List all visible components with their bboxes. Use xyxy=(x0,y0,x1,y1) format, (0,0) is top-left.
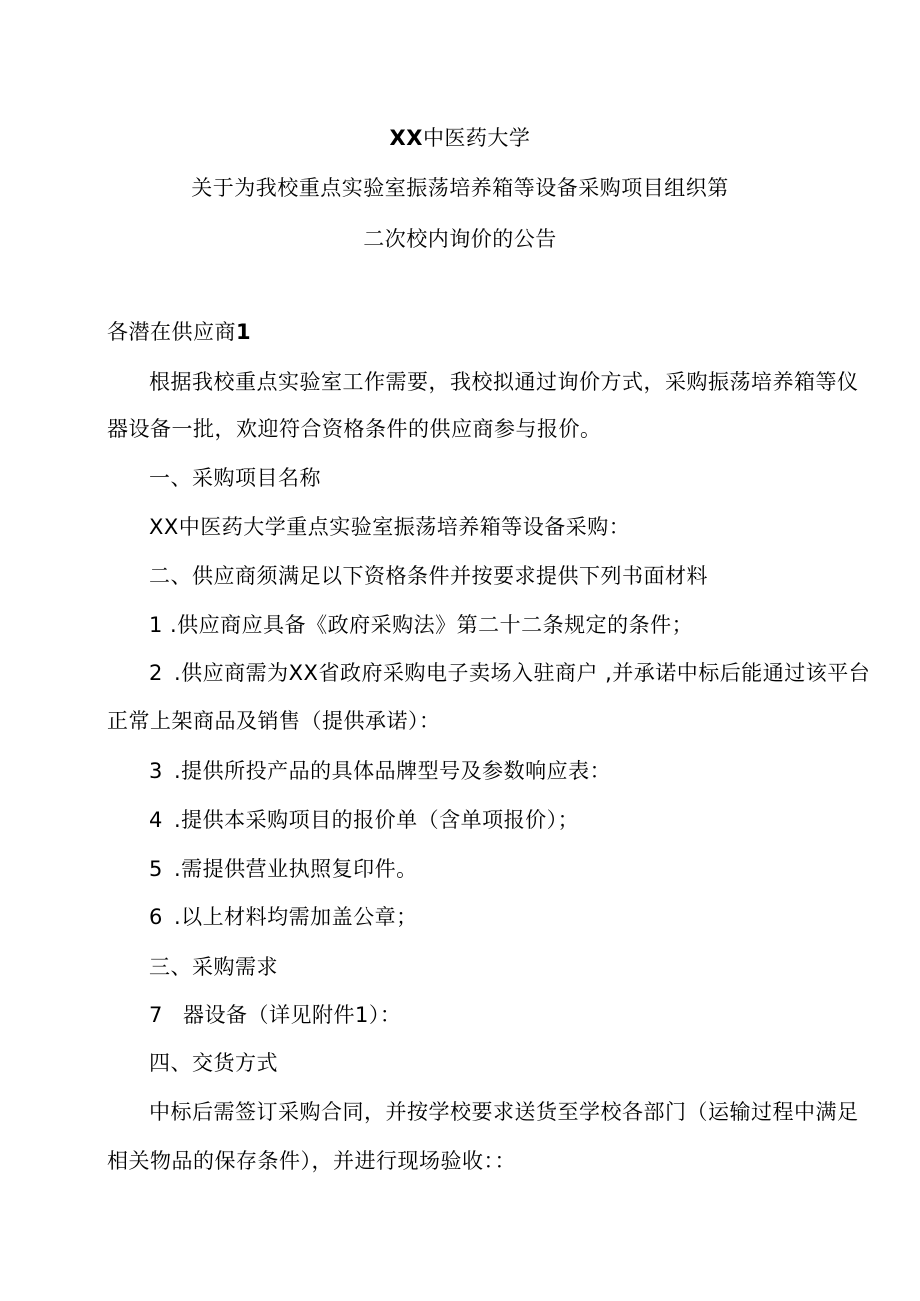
item-text: .提供本采购项目的报价单（含单项报价）； xyxy=(174,808,580,832)
title-name: 中医药大学 xyxy=(422,126,531,150)
requirement-item-2 xyxy=(149,659,870,687)
item-text: .供应商需为XX省政府采购电子卖场入驻商户 ,并承诺中标后能通过该平台 xyxy=(174,661,871,685)
item-text: .供应商应具备《政府采购法》第二十二条规定的条件； xyxy=(170,613,694,637)
item-text: 器设备（详见附件1）： xyxy=(183,1003,402,1027)
requirement-item-4 xyxy=(149,806,579,834)
item-text: .需提供营业执照复印件。 xyxy=(174,857,418,881)
item-number: 4 xyxy=(149,808,163,832)
section-4-heading: 四、交货方式 xyxy=(149,1051,278,1075)
document-title xyxy=(0,124,920,152)
document-subtitle-line-1: 关于为我校重点实验室振荡培养箱等设备采购项目组织第 xyxy=(191,176,729,200)
section-1-text: XX中医药大学重点实验室振荡培养箱等设备采购： xyxy=(149,515,631,539)
intro-line-2: 器设备一批，欢迎符合资格条件的供应商参与报价。 xyxy=(107,417,602,441)
section-3-heading: 三、采购需求 xyxy=(149,955,278,979)
delivery-line-1: 中标后需签订采购合同，并按学校要求送货至学校各部门（运输过程中满足 xyxy=(149,1100,859,1124)
item-number: 1 xyxy=(149,613,163,637)
delivery-line-2: 相关物品的保存条件），并进行现场验收：： xyxy=(107,1149,516,1173)
requirement-item-1 xyxy=(149,611,693,639)
item-text: .以上材料均需加盖公章； xyxy=(174,905,418,929)
requirement-item-5 xyxy=(149,855,418,883)
item-number: 7 xyxy=(149,1003,163,1027)
section-2-heading: 二、供应商须满足以下资格条件并按要求提供下列书面材料 xyxy=(149,564,708,588)
item-number: 3 xyxy=(149,759,163,783)
requirement-item-2-continued: 正常上架商品及销售（提供承诺）： xyxy=(107,709,441,733)
requirement-item-3 xyxy=(149,757,611,785)
requirement-item-6 xyxy=(149,903,418,931)
item-text: .提供所投产品的具体品牌型号及参数响应表： xyxy=(174,759,612,783)
section-3-text xyxy=(149,1001,401,1029)
title-org: XX xyxy=(389,126,423,150)
salutation xyxy=(107,318,251,346)
salutation-mark: 1 xyxy=(236,320,252,344)
salutation-text: 各潜在供应商 xyxy=(107,320,236,344)
section-1-heading: 一、采购项目名称 xyxy=(149,466,321,490)
item-number: 6 xyxy=(149,905,163,929)
item-number: 5 xyxy=(149,857,163,881)
item-number: 2 xyxy=(149,661,163,685)
intro-line-1: 根据我校重点实验室工作需要，我校拟通过询价方式，采购振荡培养箱等仪 xyxy=(149,370,859,394)
document-subtitle-line-2: 二次校内询价的公告 xyxy=(363,227,557,251)
